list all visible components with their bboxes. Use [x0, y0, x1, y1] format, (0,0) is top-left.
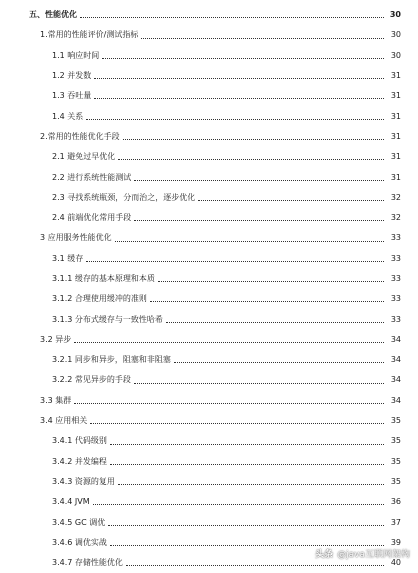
- toc-entry-page-number: 30: [390, 50, 401, 60]
- table-of-contents: [0, 5, 418, 573]
- toc-entry-title: 1.4 关系: [52, 111, 84, 121]
- toc-entry-title: 3.2 异步: [40, 334, 72, 344]
- toc-dot-leader: [110, 443, 384, 445]
- toc-entry-page-number: 31: [390, 71, 401, 81]
- toc-dot-leader: [102, 57, 384, 59]
- toc-entry-page-number: 35: [390, 436, 401, 446]
- toc-entry-page-number: 40: [390, 558, 401, 568]
- toc-entry-title: 2.2 进行系统性能测试: [52, 172, 132, 182]
- toc-entry[interactable]: [0, 452, 418, 472]
- toc-dot-leader: [93, 503, 384, 505]
- toc-entry-title: 3.1 缓存: [52, 253, 84, 263]
- toc-entry-page-number: 33: [390, 233, 401, 243]
- toc-entry[interactable]: [0, 370, 418, 390]
- toc-entry-title: 3.2.2 常见异步的手段: [52, 375, 131, 385]
- toc-entry[interactable]: [0, 512, 418, 532]
- toc-entry[interactable]: [0, 249, 418, 269]
- toc-entry-page-number: 35: [390, 456, 401, 466]
- toc-entry-page-number: 31: [390, 131, 401, 141]
- toc-dot-leader: [74, 341, 384, 343]
- toc-dot-leader: [94, 97, 384, 99]
- toc-entry-page-number: 33: [390, 294, 401, 304]
- toc-entry[interactable]: [0, 330, 418, 350]
- toc-entry-title: 3.4.2 并发编程: [52, 456, 107, 466]
- toc-entry-title: 3.1.2 合理使用缓冲的准则: [52, 294, 147, 304]
- toc-entry-title: 1.常用的性能评价/测试指标: [40, 30, 139, 40]
- toc-entry-page-number: 33: [390, 314, 401, 324]
- toc-entry[interactable]: [0, 5, 418, 25]
- toc-dot-leader: [150, 300, 384, 302]
- toc-dot-leader: [108, 524, 384, 526]
- toc-entry[interactable]: [0, 86, 418, 106]
- toc-entry[interactable]: [0, 431, 418, 451]
- toc-entry[interactable]: [0, 492, 418, 512]
- toc-entry-title: 3.4 应用相关: [40, 416, 88, 426]
- toc-entry-title: 2.3 寻找系统瓶颈，分而治之，逐步优化: [52, 192, 196, 202]
- toc-entry[interactable]: [0, 188, 418, 208]
- toc-dot-leader: [174, 361, 384, 363]
- toc-entry-page-number: 34: [390, 355, 401, 365]
- toc-entry[interactable]: [0, 106, 418, 126]
- toc-dot-leader: [126, 564, 384, 566]
- toc-dot-leader: [86, 118, 384, 120]
- toc-entry-title: 2.常用的性能优化手段: [40, 131, 120, 141]
- toc-dot-leader: [166, 321, 384, 323]
- toc-entry-page-number: 31: [390, 111, 401, 121]
- toc-entry-title: 3.4.4 JVM: [52, 497, 90, 507]
- toc-entry-title: 2.4 前端优化常用手段: [52, 213, 132, 223]
- toc-entry-page-number: 39: [390, 537, 401, 547]
- toc-entry-page-number: 31: [390, 152, 401, 162]
- toc-dot-leader: [123, 138, 384, 140]
- toc-entry-page-number: 35: [390, 416, 401, 426]
- toc-entry[interactable]: [0, 66, 418, 86]
- toc-entry[interactable]: [0, 147, 418, 167]
- toc-dot-leader: [141, 37, 384, 39]
- toc-entry-title: 五、性能优化: [29, 10, 77, 20]
- toc-entry-title: 3.3 集群: [40, 395, 72, 405]
- toc-entry-title: 3 应用服务性能优化: [40, 233, 112, 243]
- toc-dot-leader: [134, 179, 384, 181]
- toc-entry[interactable]: [0, 350, 418, 370]
- toc-dot-leader: [110, 463, 384, 465]
- toc-entry-title: 2.1 避免过早优化: [52, 152, 116, 162]
- toc-entry-title: 3.4.1 代码级别: [52, 436, 107, 446]
- toc-dot-leader: [80, 16, 384, 18]
- toc-dot-leader: [158, 280, 384, 282]
- toc-dot-leader: [94, 77, 384, 79]
- toc-entry-page-number: 32: [390, 192, 401, 202]
- toc-entry[interactable]: [0, 228, 418, 248]
- toc-entry-title: 3.1.1 缓存的基本原理和本质: [52, 274, 155, 283]
- toc-entry-page-number: 30: [389, 10, 401, 20]
- toc-entry-title: 3.1.3 分布式缓存与一致性哈希: [52, 314, 163, 324]
- toc-entry-page-number: 34: [390, 334, 401, 344]
- toc-entry-page-number: 32: [390, 213, 401, 223]
- toc-dot-leader: [90, 422, 384, 424]
- toc-entry-page-number: 35: [390, 476, 401, 486]
- toc-dot-leader: [118, 483, 384, 485]
- watermark: [315, 547, 410, 560]
- toc-dot-leader: [134, 219, 384, 221]
- toc-dot-leader: [74, 402, 384, 404]
- toc-entry[interactable]: [0, 411, 418, 431]
- toc-entry-page-number: 31: [390, 172, 401, 182]
- toc-dot-leader: [198, 199, 384, 201]
- toc-entry-title: 1.2 并发数: [52, 71, 92, 81]
- toc-dot-leader: [115, 240, 384, 242]
- toc-entry-title: 3.4.6 调优实战: [52, 537, 107, 547]
- toc-entry-page-number: 37: [390, 517, 401, 527]
- toc-entry-page-number: 30: [390, 30, 401, 40]
- toc-dot-leader: [118, 158, 384, 160]
- toc-entry-page-number: 31: [390, 91, 401, 101]
- toc-entry-page-number: 36: [390, 497, 401, 507]
- toc-entry[interactable]: [0, 391, 418, 411]
- toc-dot-leader: [134, 382, 384, 384]
- toc-entry-page-number: 34: [390, 375, 401, 385]
- toc-entry-title: 3.4.5 GC 调优: [52, 517, 106, 527]
- toc-entry[interactable]: [0, 25, 418, 45]
- toc-entry-title: 3.2.1 同步和异步，阻塞和非阻塞: [52, 355, 171, 365]
- watermark-logo: 头条: [315, 550, 334, 560]
- toc-entry[interactable]: [0, 289, 418, 309]
- toc-entry[interactable]: [0, 269, 418, 289]
- toc-entry-page-number: 34: [390, 395, 401, 405]
- toc-entry[interactable]: [0, 46, 418, 66]
- toc-entry[interactable]: [0, 208, 418, 228]
- toc-entry-page-number: 33: [390, 274, 401, 283]
- toc-entry[interactable]: [0, 127, 418, 147]
- toc-entry-title: 1.1 响应时间: [52, 50, 100, 60]
- toc-entry[interactable]: [0, 472, 418, 492]
- toc-entry[interactable]: [0, 167, 418, 187]
- toc-dot-leader: [86, 260, 384, 262]
- toc-entry-title: 1.3 吞吐量: [52, 91, 92, 101]
- toc-entry-title: 3.4.3 资源的复用: [52, 476, 115, 486]
- toc-entry-title: 3.4.7 存储性能优化: [52, 558, 123, 568]
- toc-dot-leader: [110, 544, 384, 546]
- watermark-text: @java互联网架构: [337, 550, 410, 560]
- toc-entry[interactable]: [0, 309, 418, 329]
- toc-entry-page-number: 33: [390, 253, 401, 263]
